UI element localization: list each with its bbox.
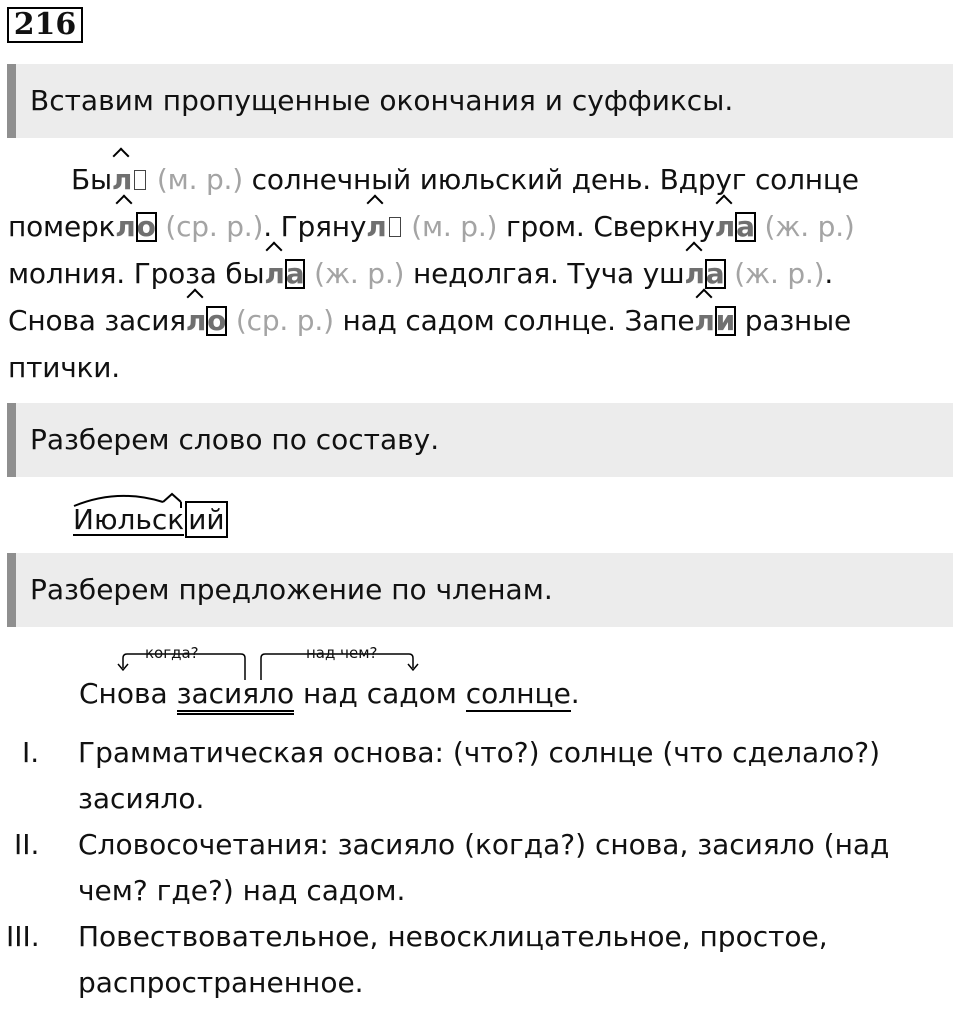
text-run: недолгая. Туча уш (404, 257, 685, 290)
root-suffix-arcs (73, 490, 193, 508)
text-run: . (824, 257, 834, 290)
ending-box: а (705, 257, 725, 290)
parsed-sentence (79, 644, 580, 712)
gender-hint: (м. р.) (402, 210, 498, 243)
gender-hint: (ж. р.) (725, 257, 825, 290)
text-run: гром. Сверкну (497, 210, 715, 243)
list-item (0, 822, 908, 914)
zero-ending-box (387, 215, 403, 239)
gender-hint: (ж. р.) (755, 210, 855, 243)
task-number: 216 (7, 7, 83, 43)
word-base: померк (8, 210, 116, 243)
heading-text: Разберем слово по составу. (30, 423, 440, 456)
list-item-text: Грамматическая основа: (что?) солнце (что сделало?) засияло. (78, 736, 881, 815)
suffix-mark: л (111, 163, 133, 196)
suffix-mark: л (714, 210, 736, 243)
suffix-mark: л (185, 304, 207, 337)
heading-text: Вставим пропущенные окончания и суффиксы. (30, 84, 734, 117)
list-item-number: II. (14, 828, 40, 861)
object: над садом (302, 677, 457, 710)
suffix-mark: л (694, 304, 715, 337)
ending-box: и (715, 304, 736, 337)
word-base: Бы (71, 163, 112, 196)
heading-text: Разберем предложение по членам. (30, 573, 553, 606)
question-label: над чем? (306, 644, 378, 662)
gender-hint: (м. р.) (148, 163, 243, 196)
gender-hint: (ср. р.) (156, 210, 264, 243)
word-stem: Июльск (73, 503, 185, 536)
list-item-number: I. (22, 736, 40, 769)
adverbial: Снова (79, 677, 168, 710)
suffix-mark: л (684, 257, 705, 290)
text-run: молния. Гроза бы (8, 257, 265, 290)
exercise-text (8, 156, 953, 391)
text-run: над садом солнце. Запе (333, 304, 695, 337)
list-item (0, 914, 908, 1006)
morpheme-analysis-word (73, 503, 228, 537)
ending-box: а (736, 210, 755, 243)
text-run: разные птички. (8, 304, 852, 384)
suffix-mark: л (115, 210, 136, 243)
subject: солнце (465, 677, 571, 710)
section-heading-endings (7, 64, 953, 138)
gender-hint: (ср. р.) (227, 304, 334, 337)
text-run: Снова засия (8, 304, 186, 337)
word-ending-box: ий (185, 501, 227, 538)
list-item-text: Словосочетания: засияло (когда?) снова, засияло (над чем? где?) над садом. (78, 828, 890, 907)
section-heading-syntax (7, 553, 953, 627)
text-run: солнечный июльский день. Вдруг солнце (242, 163, 859, 196)
list-item (0, 730, 908, 822)
list-item-number: III. (6, 920, 40, 953)
predicate: засияло (177, 677, 295, 715)
ending-box: о (207, 304, 227, 337)
gender-hint: (ж. р.) (305, 257, 405, 290)
zero-ending-box (132, 168, 148, 192)
text-run: . Гряну (263, 210, 367, 243)
list-item-text: Повествовательное, невосклицательное, простое, распространенное. (78, 920, 828, 999)
suffix-mark: л (366, 210, 387, 243)
sentence-period: . (570, 677, 580, 710)
question-label: когда? (145, 644, 199, 662)
section-heading-morphemes (7, 403, 953, 477)
ending-box: о (136, 210, 156, 243)
analysis-list (0, 730, 960, 1006)
suffix-mark: л (264, 257, 285, 290)
ending-box: а (285, 257, 305, 290)
